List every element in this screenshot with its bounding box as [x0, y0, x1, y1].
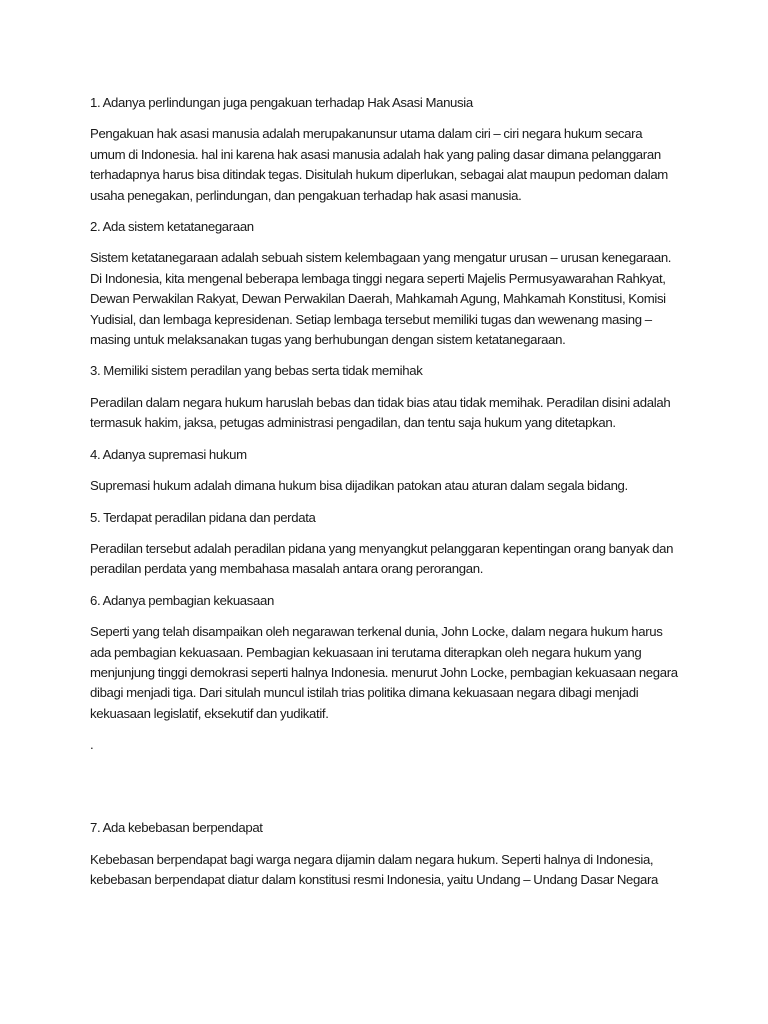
section-2-paragraph: Sistem ketatanegaraan adalah sebuah sistem kelembagaan yang mengatur urusan – urusan kenegaraan. Di Indonesia, kita mengenal beberapa lembaga tinggi negara seperti Majelis Permusyawarahan Rahkyat, Dewan Perwakilan Rakyat, Dewan Perwakilan Daerah, Mahkamah Agung, Mahkamah Konstitusi, Komisi Yudisial, dan lembaga kepresidenan. Setiap lembaga tersebut memiliki tugas dan wewenang masing – masing untuk melaksanakan tugas yang berhubungan dengan sistem ketatanegaraan. [90, 250, 672, 348]
section-7-heading: 7. Ada kebebasan berpendapat [90, 820, 263, 836]
section-1-paragraph: Pengakuan hak asasi manusia adalah merupakanunsur utama dalam ciri – ciri negara hukum secara umum di Indonesia. hal ini karena hak asasi manusia adalah hak yang paling dasar dimana pelanggaran terhadapnya harus bisa ditindak tegas. Disitulah hukum diperlukan, sebagai alat maupun pedoman dalam usaha penegakan, perlindungan, dan pengakuan terhadap hak asasi manusia. [90, 126, 668, 203]
section-5-paragraph: Peradilan tersebut adalah peradilan pidana yang menyangkut pelanggaran kepentingan orang banyak dan peradilan perdata yang membahasa masalah antara orang perorangan. [90, 540, 674, 577]
section-7-paragraph: Kebebasan berpendapat bagi warga negara dijamin dalam negara hukum. Seperti halnya di Indonesia, kebebasan berpendapat diatur dalam konstitusi resmi Indonesia, yaitu Undang – Undang Dasar Negara [90, 851, 658, 887]
document-body [90, 93, 680, 901]
section-4-heading: 4. Adanya supremasi hukum [90, 446, 247, 462]
section-6-paragraph: Seperti yang telah disampaikan oleh negarawan terkenal dunia, John Locke, dalam negara hukum harus ada pembagian kekuasaan. Pembagian kekuasaan ini terutama diterapkan oleh negara hukum yang menjunjung tinggi demokrasi seperti halnya Indonesia. menurut John Locke, pembagian kekuasaan negara dibagi menjadi tiga. Dari situlah muncul istilah trias politika dimana kekuasaan negara dibagi menjadi kekuasaan legislatif, eksekutif dan yudikatif. [90, 624, 678, 721]
blank-spacer [90, 755, 680, 818]
section-2-heading: 2. Ada sistem ketatanegaraan [90, 219, 254, 235]
section-5-heading: 5. Terdapat peradilan pidana dan perdata [90, 509, 316, 525]
section-6-heading: 6. Adanya pembagian kekuasaan [90, 592, 274, 608]
section-4-paragraph: Supremasi hukum adalah dimana hukum bisa dijadikan patokan atau aturan dalam segala bidang. [90, 478, 628, 494]
stray-dot: . [90, 737, 94, 753]
section-1-heading: 1. Adanya perlindungan juga pengakuan terhadap Hak Asasi Manusia [90, 95, 473, 110]
section-3-heading: 3. Memiliki sistem peradilan yang bebas serta tidak memihak [90, 363, 423, 379]
section-3-paragraph: Peradilan dalam negara hukum haruslah bebas dan tidak bias atau tidak memihak. Peradilan disini adalah termasuk hakim, jaksa, petugas administrasi pengadilan, dan tentu saja hukum yang ditetapkan. [90, 394, 671, 431]
